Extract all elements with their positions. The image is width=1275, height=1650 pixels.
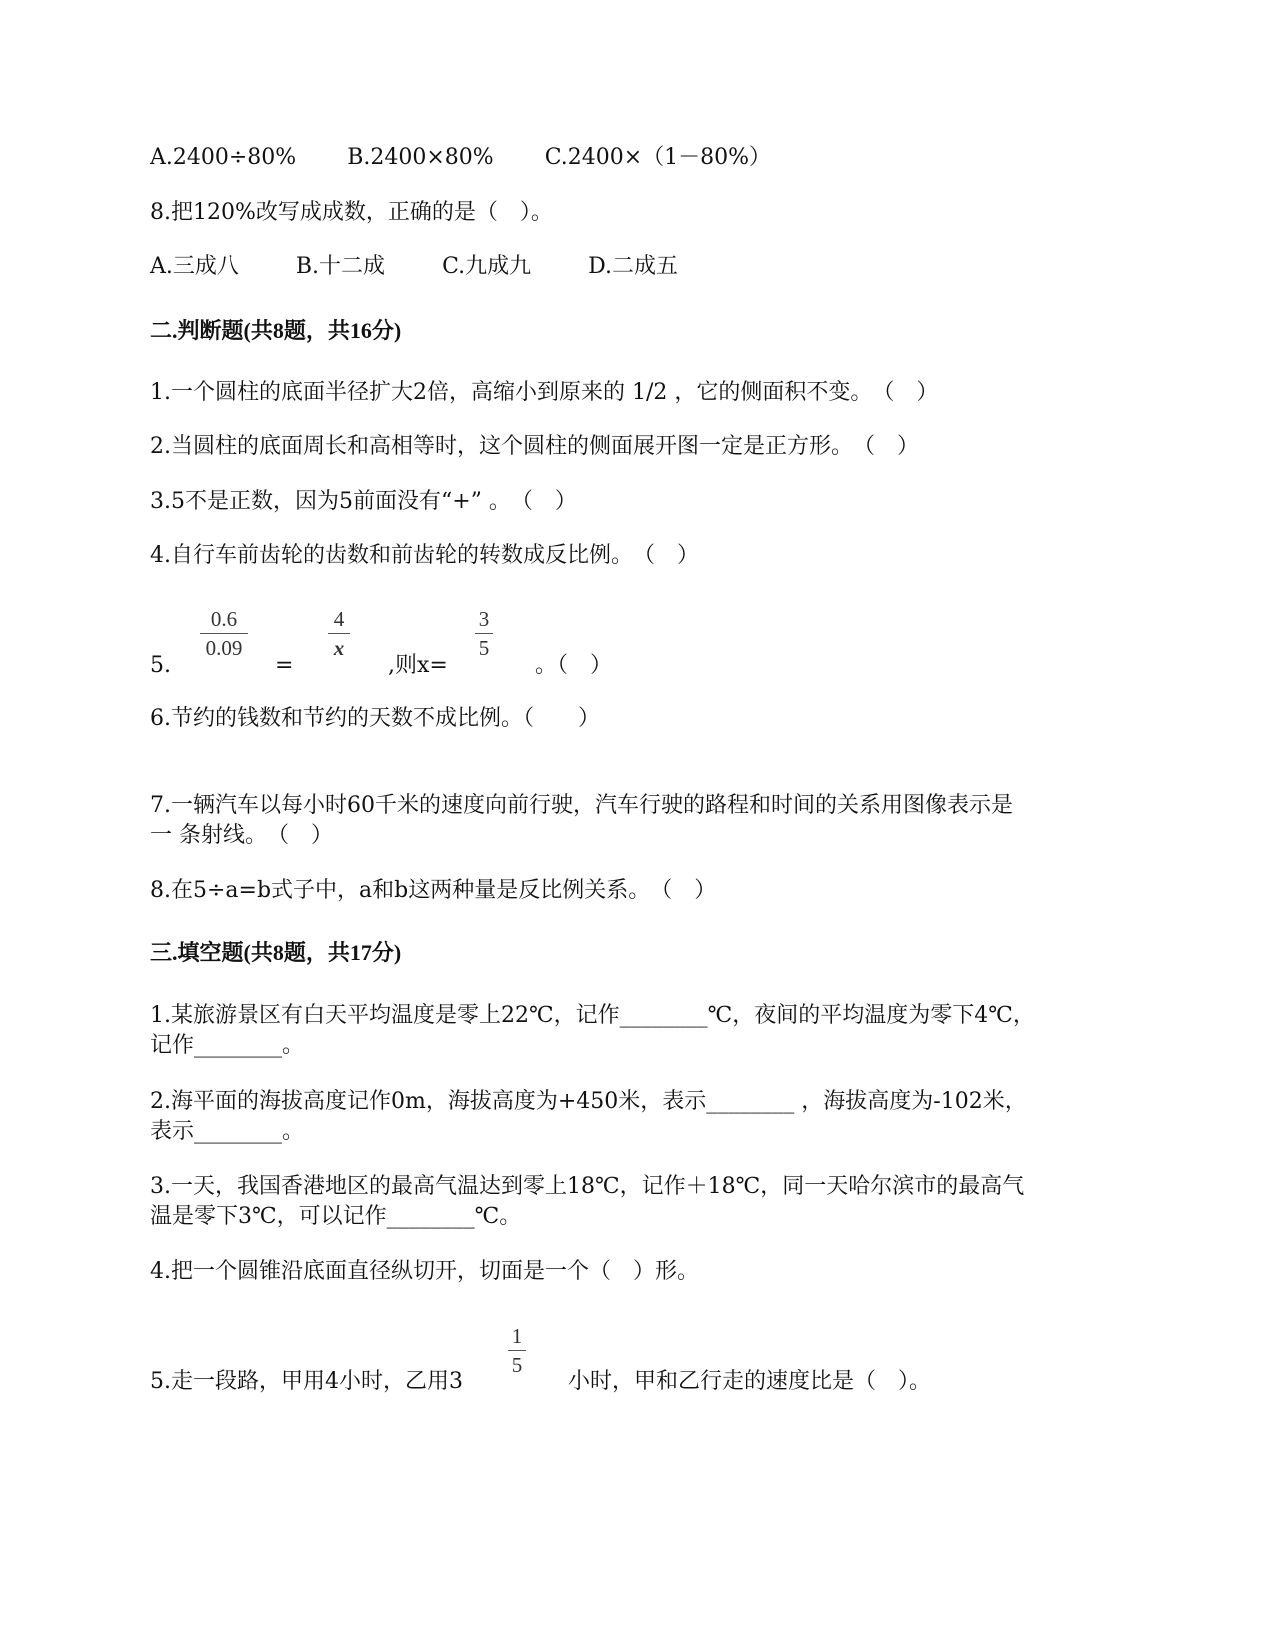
s2-q6: 6.节约的钱数和节约的天数不成比例。（ ） (150, 706, 600, 731)
section2-heading: 二.判断题(共8题，共16分) (150, 318, 402, 343)
fraction-numerator: 4 (333, 607, 345, 631)
s2-q8: 8.在5÷a=b式子中，a和b这两种量是反比例关系。 （ ） (150, 878, 717, 903)
fraction-numerator: 3 (478, 607, 490, 631)
q8-option-c: C.九成九 (442, 254, 532, 279)
s2-q5-equals: = (275, 653, 294, 678)
q7-options (150, 143, 771, 173)
q7-option-a: A.2400÷80% (150, 145, 297, 170)
s3-q4: 4.把一个圆锥沿底面直径纵切开，切面是一个（ ）形。 (150, 1259, 699, 1284)
s2-q7-line1: 7.一辆汽车以每小时60千米的速度向前行驶，汽车行驶的路程和时间的关系用图像表示是 (150, 793, 1013, 818)
s2-q5-fraction-1 (200, 607, 248, 660)
fraction-bar (508, 1350, 526, 1351)
s3-q3-line2: 温是零下3℃，可以记作________℃。 (150, 1204, 522, 1229)
s2-q4: 4.自行车前齿轮的齿数和前齿轮的转数成反比例。 （ ） (150, 543, 699, 568)
q7-option-b: B.2400×80% (347, 145, 494, 170)
fraction-denominator: 5 (478, 636, 490, 660)
s3-q2-line1: 2.海平面的海拔高度记作0m，海拔高度为+450米，表示________ ，海拔高度为-102米， (150, 1089, 1027, 1114)
fraction-bar (200, 633, 248, 634)
fraction-numerator: 1 (511, 1324, 523, 1348)
s3-q1-line1: 1.某旅游景区有白天平均温度是零上22℃，记作________℃，夜间的平均温度为零下4℃， (150, 1003, 1035, 1028)
s3-q5-fraction (508, 1324, 526, 1377)
fraction-denominator: 0.09 (205, 636, 243, 660)
s2-q1: 1.一个圆柱的底面半径扩大2倍，高缩小到原来的 1/2 ，它的侧面积不变。 （ ） (150, 380, 939, 405)
q8-option-a: A.三成八 (150, 254, 239, 279)
q8-option-d: D.二成五 (588, 254, 678, 279)
s2-q3: 3.5不是正数，因为5前面没有“+” 。 （ ） (150, 489, 577, 514)
s2-q5-then: ,则x= (388, 653, 448, 678)
fraction-denominator: 5 (511, 1353, 523, 1377)
s2-q5-prefix: 5. (150, 653, 171, 678)
s2-q2: 2.当圆柱的底面周长和高相等时，这个圆柱的侧面展开图一定是正方形。 （ ） (150, 434, 919, 459)
q8-option-b: B.十二成 (295, 254, 386, 279)
q8-stem: 8.把120%改写成成数，正确的是（ ）。 (150, 200, 553, 225)
fraction-bar (475, 633, 493, 634)
s3-q5-prefix: 5.走一段路，甲用4小时，乙用3 (150, 1369, 463, 1394)
s3-q5-tail: 小时，甲和乙行走的速度比是（ ）。 (568, 1369, 932, 1394)
s3-q2-line2: 表示________。 (150, 1119, 305, 1144)
s2-q5-fraction-3 (475, 607, 493, 660)
s2-q5-fraction-2 (328, 607, 350, 660)
fraction-numerator: 0.6 (210, 607, 238, 631)
q8-options (150, 252, 678, 282)
q7-option-c: C.2400×（1－80%） (544, 145, 772, 170)
fraction-bar (328, 633, 350, 634)
s2-q5-tail: 。（ ） (535, 653, 613, 678)
s2-q7-line2: 一 条射线。 （ ） (150, 823, 333, 848)
fraction-denominator: x (333, 636, 345, 660)
s3-q1-line2: 记作________。 (150, 1033, 305, 1058)
section3-heading: 三.填空题(共8题，共17分) (150, 940, 402, 965)
s3-q3-line1: 3.一天，我国香港地区的最高气温达到零上18℃，记作＋18℃，同一天哈尔滨市的最高气 (150, 1174, 1025, 1199)
